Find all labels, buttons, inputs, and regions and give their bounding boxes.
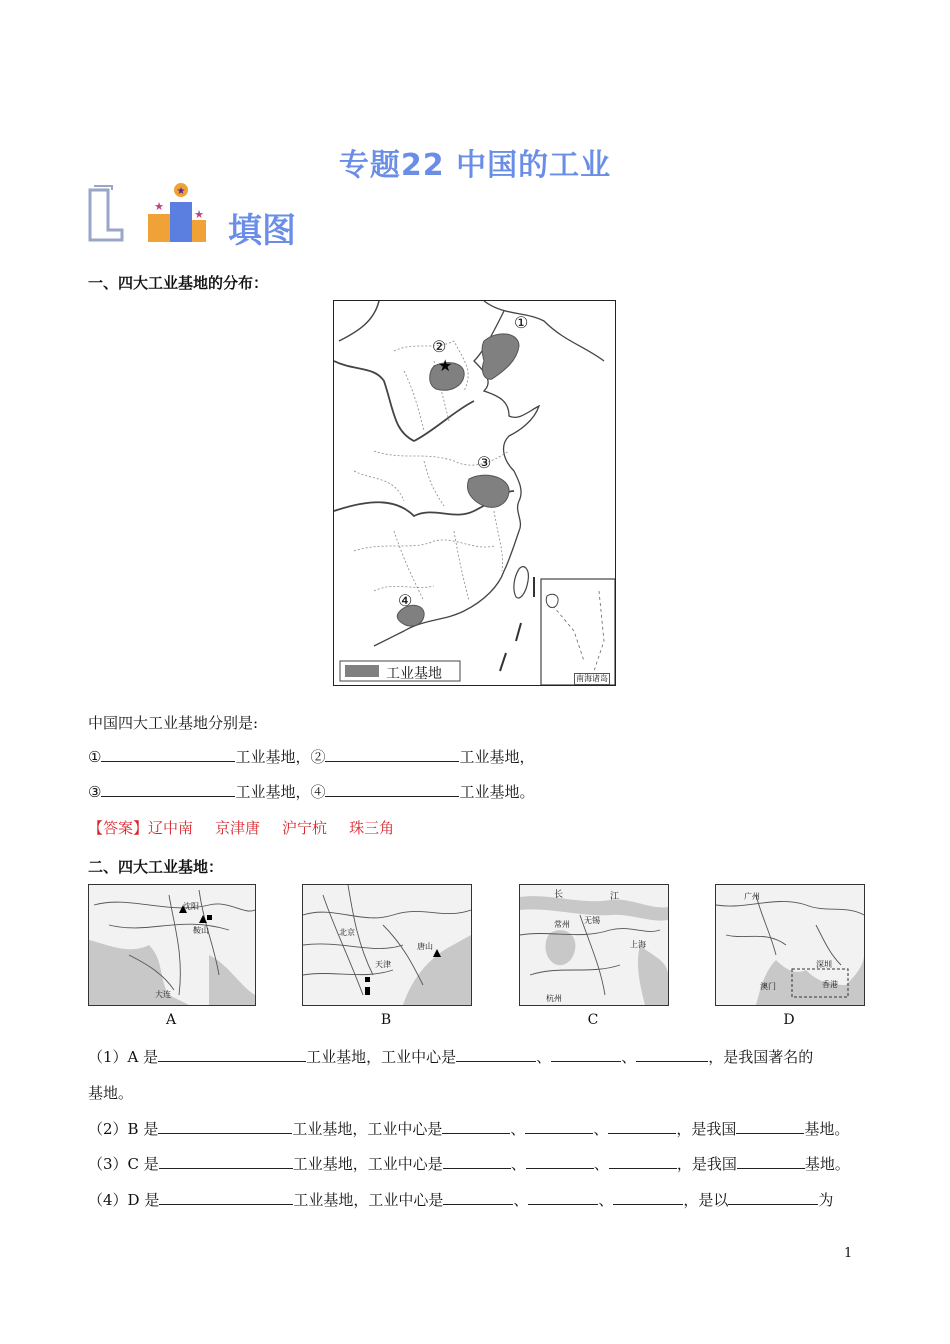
- q1-blank-2[interactable]: [456, 1046, 536, 1062]
- q4-blank-5[interactable]: [728, 1189, 818, 1205]
- question-1-cont: 基地。: [88, 1084, 134, 1102]
- map-c-label-5: 上海: [630, 940, 646, 949]
- intro-text: 中国四大工业基地分别是:: [88, 714, 259, 732]
- map-d: [715, 884, 865, 1006]
- q3-blank-5[interactable]: [737, 1153, 805, 1169]
- marker-1: ①: [514, 313, 529, 332]
- map-b-label-1: 北京: [339, 928, 355, 937]
- capital-star-icon: ★: [438, 356, 453, 375]
- blank-1[interactable]: [101, 746, 235, 762]
- q3-blank-4[interactable]: [609, 1153, 677, 1169]
- inset-label: 南海诸岛: [576, 674, 608, 683]
- map-c-label-6: 杭州: [546, 994, 562, 1003]
- map-b-caption: B: [380, 1012, 392, 1028]
- map-a-label-1: 沈阳: [183, 902, 199, 911]
- marker-2: ②: [432, 337, 447, 356]
- q4-blank-4[interactable]: [613, 1189, 683, 1205]
- svg-text:★: ★: [194, 208, 204, 221]
- q2-blank-4[interactable]: [608, 1118, 676, 1134]
- answer-line: 【答案】辽中南 京津唐 沪宁杭 珠三角: [88, 819, 395, 837]
- section2-heading: 二、四大工业基地：: [88, 858, 224, 876]
- map-d-label-4: 香港: [822, 980, 838, 989]
- map-a-label-2: 鞍山: [193, 926, 209, 935]
- svg-text:★: ★: [154, 200, 164, 213]
- section1-heading: 一、四大工业基地的分布：: [88, 274, 269, 292]
- map-b-label-3: 唐山: [417, 942, 433, 951]
- legend-label: 工业基地: [386, 666, 442, 682]
- blank-3[interactable]: [101, 781, 235, 797]
- map-c-label-1: 长: [554, 890, 564, 900]
- map-d-label-3: 澳门: [760, 982, 776, 991]
- q4-blank-1[interactable]: [159, 1189, 293, 1205]
- map-d-caption: D: [783, 1012, 795, 1028]
- q2-blank-3[interactable]: [525, 1118, 593, 1134]
- podium-banner-icon: [86, 180, 346, 250]
- china-industrial-map: [333, 300, 616, 686]
- map-a-caption: A: [165, 1012, 177, 1028]
- blank-2[interactable]: [325, 746, 459, 762]
- question-4: （4）D 是 工业基地，工业中心是 、 、 ，是以 为: [88, 1191, 834, 1209]
- page-title: 专题22 中国的工业: [338, 148, 612, 183]
- marker-4: ④: [398, 591, 413, 610]
- map-c-label-4: 无锡: [584, 916, 600, 925]
- svg-text:★: ★: [176, 186, 186, 197]
- map-d-label-1: 广州: [744, 892, 760, 901]
- map-d-label-2: 深圳: [816, 960, 832, 969]
- map-c-label-2: 江: [610, 892, 620, 902]
- q2-blank-1[interactable]: [158, 1118, 292, 1134]
- question-1: （1）A 是 工业基地，工业中心是 、 、 ，是我国著名的: [88, 1048, 814, 1066]
- blank-4[interactable]: [325, 781, 459, 797]
- banner-label: 填图: [228, 211, 296, 251]
- map-c: [519, 884, 669, 1006]
- map-b-label-2: 天津: [375, 960, 391, 969]
- q1-blank-1[interactable]: [158, 1046, 306, 1062]
- q4-blank-2[interactable]: [443, 1189, 513, 1205]
- fill-line-2: ③ 工业基地，④ 工业基地。: [88, 783, 535, 801]
- q1-blank-3[interactable]: [551, 1046, 621, 1062]
- q3-blank-1[interactable]: [159, 1153, 293, 1169]
- q4-blank-3[interactable]: [528, 1189, 598, 1205]
- map-c-caption: C: [587, 1012, 599, 1028]
- question-3: （3）C 是 工业基地，工业中心是 、 、 ，是我国 基地。: [88, 1155, 850, 1173]
- q3-blank-3[interactable]: [526, 1153, 594, 1169]
- marker-3: ③: [477, 453, 492, 472]
- page-number: 1: [844, 1246, 853, 1261]
- map-b: [302, 884, 472, 1006]
- q1-blank-4[interactable]: [636, 1046, 708, 1062]
- map-c-label-3: 常州: [554, 920, 570, 929]
- fill-line-1: ① 工业基地，② 工业基地，: [88, 748, 535, 766]
- q2-blank-2[interactable]: [442, 1118, 510, 1134]
- q3-blank-2[interactable]: [443, 1153, 511, 1169]
- map-a-label-3: 大连: [155, 990, 171, 999]
- q2-blank-5[interactable]: [736, 1118, 804, 1134]
- question-2: （2）B 是 工业基地，工业中心是 、 、 ，是我国 基地。: [88, 1120, 850, 1138]
- map-a: [88, 884, 256, 1006]
